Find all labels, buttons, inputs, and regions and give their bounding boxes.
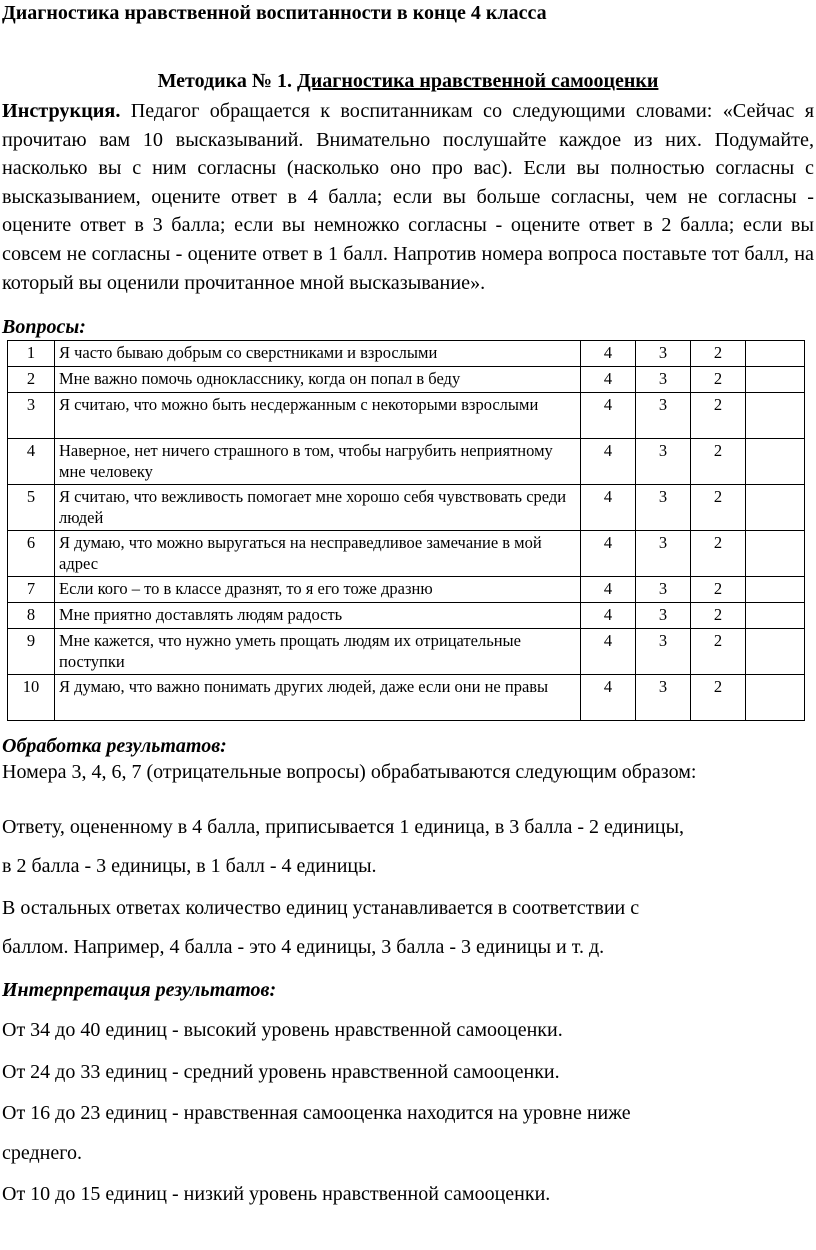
table-row [8,439,805,485]
processing-line-3b: баллом. Например, 4 балла - это 4 единицы, 3 балла - 3 единицы и т. д. [2,936,605,958]
score-4: 4 [581,577,636,603]
question-text: Мне приятно доставлять людям радость [55,603,581,629]
question-number: 6 [8,531,55,577]
question-text: Я считаю, что можно быть несдержанным с некоторыми взрослыми [55,393,581,439]
score-3: 3 [636,485,691,531]
question-text: Я думаю, что можно выругаться на несправедливое замечание в мой адрес [55,531,581,577]
document-title: Диагностика нравственной воспитанности в конце 4 класса [2,2,547,24]
score-1-cell [746,393,805,439]
score-1-cell [746,675,805,721]
instruction-text: Педагог обращается к воспитанникам со следующими словами: «Сейчас я прочитаю вам 10 высказываний. Внимательно послушайте каждое из них. Подумайте, насколько вы с ним согласны (насколько оно про вас). Если вы полностью согласны с высказыванием, оцените ответ в 4 балла; если вы больше согласны, чем не согласны - оцените ответ в 3 балла; если вы немножко согласны - оцените ответ в 2 балла; если вы совсем не согласны - оцените ответ в 1 балл. Напротив номера вопроса поставьте тот балл, на который вы оценили прочитанное мной высказывание». [2,100,814,294]
score-3: 3 [636,603,691,629]
interpretation-low: От 10 до 15 единиц - низкий уровень нравственной самооценки. [2,1183,551,1205]
question-text: Я считаю, что вежливость помогает мне хорошо себя чувствовать среди людей [55,485,581,531]
score-4: 4 [581,531,636,577]
table-row [8,577,805,603]
score-2: 2 [691,439,746,485]
score-4: 4 [581,393,636,439]
score-2: 2 [691,577,746,603]
question-number: 9 [8,629,55,675]
score-1-cell [746,629,805,675]
question-text: Мне важно помочь однокласснику, когда он попал в беду [55,367,581,393]
score-3: 3 [636,675,691,721]
table-row [8,675,805,721]
score-3: 3 [636,439,691,485]
score-2: 2 [691,341,746,367]
score-4: 4 [581,629,636,675]
instruction-paragraph [2,97,814,297]
question-text: Наверное, нет ничего страшного в том, чтобы нагрубить неприятному мне человеку [55,439,581,485]
score-1-cell [746,577,805,603]
method-title [0,70,816,93]
score-4: 4 [581,675,636,721]
score-2: 2 [691,629,746,675]
questions-heading: Вопросы: [2,316,86,338]
score-3: 3 [636,577,691,603]
score-2: 2 [691,485,746,531]
score-3: 3 [636,341,691,367]
processing-line-2a: Ответу, оцененному в 4 балла, приписывается 1 единица, в 3 балла - 2 единицы, [2,816,685,838]
interpretation-heading: Интерпретация результатов: [2,979,277,1001]
score-2: 2 [691,675,746,721]
question-number: 10 [8,675,55,721]
question-number: 7 [8,577,55,603]
question-number: 1 [8,341,55,367]
table-row [8,367,805,393]
score-1-cell [746,439,805,485]
table-row [8,603,805,629]
processing-line-2b: в 2 балла - 3 единицы, в 1 балл - 4 единицы. [2,855,377,877]
score-1-cell [746,341,805,367]
question-text: Я часто бываю добрым со сверстниками и взрослыми [55,341,581,367]
method-name: Диагностика нравственной самооценки [297,70,659,92]
question-number: 8 [8,603,55,629]
score-1-cell [746,531,805,577]
question-number: 4 [8,439,55,485]
table-row [8,531,805,577]
score-1-cell [746,367,805,393]
score-1-cell [746,603,805,629]
interpretation-medium: От 24 до 33 единиц - средний уровень нравственной самооценки. [2,1061,560,1083]
question-text: Мне кажется, что нужно уметь прощать людям их отрицательные поступки [55,629,581,675]
questions-table [7,340,805,721]
score-4: 4 [581,603,636,629]
interpretation-below-average-cont: среднего. [2,1142,82,1164]
table-row [8,629,805,675]
processing-line-3a: В остальных ответах количество единиц устанавливается в соответствии с [2,897,640,919]
score-4: 4 [581,341,636,367]
instruction-label: Инструкция. [2,100,121,122]
processing-line-1: Номера 3, 4, 6, 7 (отрицательные вопросы) обрабатываются следующим образом: [2,761,697,783]
score-2: 2 [691,603,746,629]
questions-table-body [8,341,805,721]
score-3: 3 [636,531,691,577]
score-4: 4 [581,367,636,393]
interpretation-high: От 34 до 40 единиц - высокий уровень нравственной самооценки. [2,1019,563,1041]
score-4: 4 [581,439,636,485]
score-3: 3 [636,629,691,675]
score-2: 2 [691,531,746,577]
question-text: Если кого – то в классе дразнят, то я его тоже дразню [55,577,581,603]
table-row [8,393,805,439]
question-text: Я думаю, что важно понимать других людей, даже если они не правы [55,675,581,721]
table-row [8,341,805,367]
method-number: Методика № 1. [157,70,292,92]
table-row [8,485,805,531]
question-number: 3 [8,393,55,439]
question-number: 2 [8,367,55,393]
score-4: 4 [581,485,636,531]
question-number: 5 [8,485,55,531]
interpretation-below-average: От 16 до 23 единиц - нравственная самооценка находится на уровне ниже [2,1102,631,1124]
score-2: 2 [691,393,746,439]
score-2: 2 [691,367,746,393]
processing-heading: Обработка результатов: [2,735,227,757]
score-3: 3 [636,367,691,393]
score-1-cell [746,485,805,531]
score-3: 3 [636,393,691,439]
